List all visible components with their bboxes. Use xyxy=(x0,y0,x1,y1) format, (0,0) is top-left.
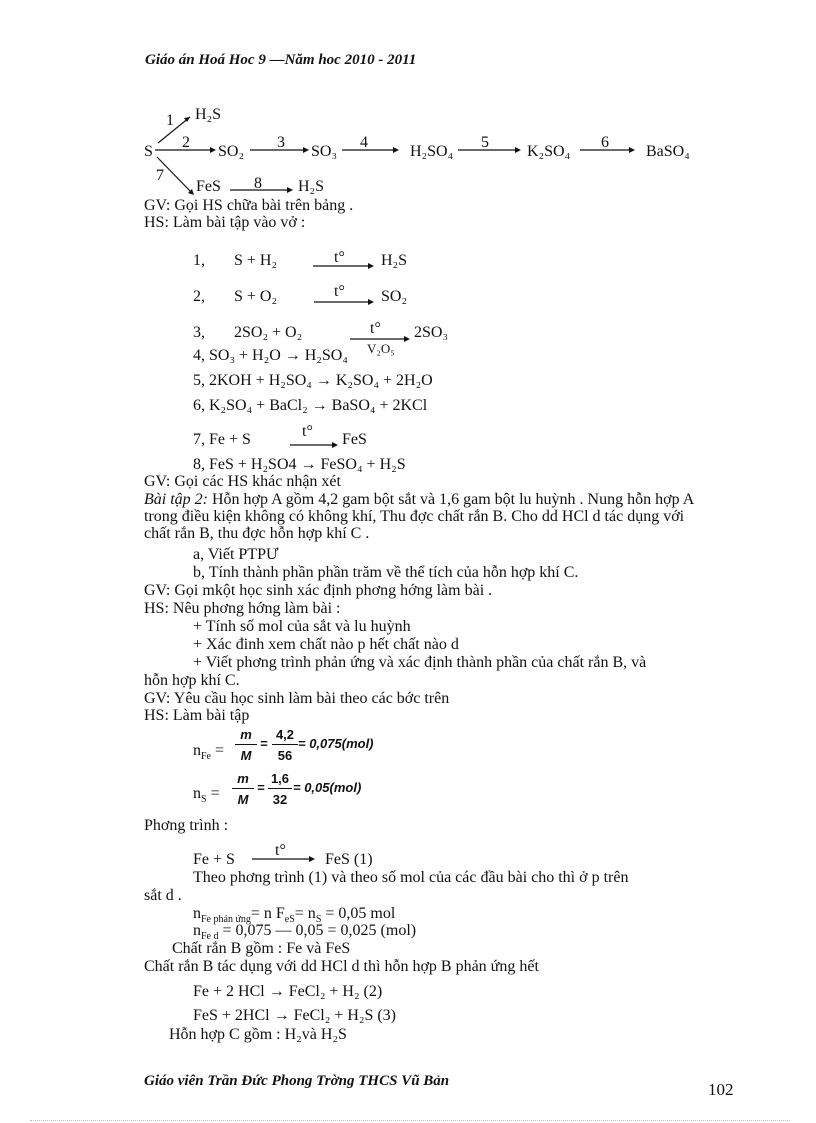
n-fe-reacted-rest2: = n xyxy=(294,905,316,922)
reaction-1-reactants: S + H₂ xyxy=(234,252,278,269)
reaction-1-product: H₂S xyxy=(381,252,408,269)
explanation-line-1: Theo phơng trình (1) và theo số mol của các đầu bài cho thì ở p trên xyxy=(193,869,629,886)
exercise-2-part-b: b, Tính thành phần phần trăm về thể tích của hỗn hợp khí C. xyxy=(193,564,579,581)
reaction-3-reactants: 2SO₂ + O₂ xyxy=(234,324,303,341)
exercise-2-text: Hỗn hợp A gồm 4,2 gam bột sắt và 1,6 gam bột lu huỳnh . Nung hỗn hợp A trong điều kiện không có không khí, Thu đợc chất rắn B. Cho dd HCl d tác dụng với chất rắn B, thu đợc hỗn hợp khí C . xyxy=(144,491,694,542)
n-fe-reacted-n: n xyxy=(193,905,201,922)
scheme-step-2: 2 xyxy=(182,134,190,151)
gv-instruction-1: GV: Gọi HS chữa bài trên bảng . xyxy=(144,197,354,214)
scheme-so2: SO₂ xyxy=(218,143,245,160)
reaction-7-condition: t° xyxy=(302,423,313,440)
scheme-h2so4: H₂SO₄ xyxy=(410,143,454,160)
scheme-baso4: BaSO₄ xyxy=(646,143,690,160)
gv-instruction-3: GV: Gọi mkột học sinh xác định phơng hớng làm bài . xyxy=(144,582,493,599)
reaction-1-condition: t° xyxy=(334,249,345,266)
n-fe-excess-sub: Fe d xyxy=(201,931,219,943)
scheme-top-product: H₂S xyxy=(195,106,222,123)
equation-label: Phơng trình : xyxy=(144,817,229,834)
scheme-step-7: 7 xyxy=(156,167,164,184)
calc-s-num2: 1,6 xyxy=(270,771,290,786)
reaction-2-number: 2, xyxy=(193,288,205,305)
n-fe-reacted-sub: Fe phản ứng xyxy=(201,914,251,926)
footer-divider xyxy=(30,1120,790,1121)
scheme-so3: SO₃ xyxy=(311,143,338,160)
scheme-k2so4: K₂SO₄ xyxy=(527,143,571,160)
calc-fe-eq2: = xyxy=(260,736,268,751)
calc-fe-n: n xyxy=(193,742,201,759)
calc-s-num1: m xyxy=(237,771,249,786)
solid-b-composition: Chất rắn B gồm : Fe và FeS xyxy=(172,940,351,957)
page-footer: Giáo viên Trần Đức Phong Trờng THCS Vũ Bản xyxy=(144,1073,450,1089)
equation-3: FeS + 2HCl → FeCl₂ + H₂S (3) xyxy=(193,1007,396,1024)
calc-fe-den2: 56 xyxy=(277,748,293,763)
exercise-2-label: Bài tập 2: xyxy=(144,491,208,508)
scheme-step-1: 1 xyxy=(166,112,174,129)
calc-fe-num1: m xyxy=(240,727,252,742)
reaction-3-catalyst: V₂O₅ xyxy=(367,341,395,356)
gas-c-composition: Hỗn hợp C gồm : H₂và H₂S xyxy=(169,1026,347,1043)
explanation-line-2: sắt d . xyxy=(144,887,182,904)
calc-fe-eq: = xyxy=(215,742,225,759)
reaction-5: 5, 2KOH + H₂SO₄ → K₂SO₄ + 2H₂O xyxy=(193,372,433,389)
scheme-step-8: 8 xyxy=(254,175,262,192)
gv-instruction-2: GV: Gọi các HS khác nhận xét xyxy=(144,473,341,490)
calc-fe-den1: M xyxy=(240,748,252,763)
reaction-6: 6, K₂SO₄ + BaCl₂ → BaSO₄ + 2KCl xyxy=(193,397,428,414)
n-fe-reacted-rest: = n F xyxy=(250,905,285,922)
plan-step-3: + Viết phơng trình phản ứng và xác định thành phần của chất rắn B, và xyxy=(193,654,647,671)
equation-1-product: FeS (1) xyxy=(325,851,373,868)
plan-step-2: + Xác đinh xem chất nào p hết chất nào d xyxy=(193,636,459,653)
scheme-step-4: 4 xyxy=(360,134,368,151)
n-fe-reacted-sub2: eS xyxy=(284,914,295,926)
reaction-8: 8, FeS + H₂SO4 → FeSO₄ + H₂S xyxy=(193,456,406,473)
reaction-3-number: 3, xyxy=(193,324,205,341)
scheme-step-3: 3 xyxy=(277,134,285,151)
page-number: 102 xyxy=(708,1080,734,1099)
calc-s-den2: 32 xyxy=(272,792,288,807)
reaction-1-number: 1, xyxy=(193,252,205,269)
scheme-step-5: 5 xyxy=(481,134,489,151)
scheme-h2s-bottom: H₂S xyxy=(298,178,325,195)
scheme-fes: FeS xyxy=(196,178,221,195)
calc-s-eq: = xyxy=(210,785,220,802)
reaction-2-product: SO₂ xyxy=(381,288,408,305)
page-header: Giáo án Hoá Hoc 9 —Năm hoc 2010 - 2011 xyxy=(145,52,417,68)
gv-instruction-4: GV: Yêu cầu học sinh làm bài theo các bớc trên xyxy=(144,690,450,707)
calc-s-n: n xyxy=(193,785,201,802)
equation-1-reactants: Fe + S xyxy=(193,851,235,868)
n-fe-excess-n: n xyxy=(193,922,201,939)
plan-step-3-cont: hỗn hợp khí C. xyxy=(144,672,240,689)
n-fe-reacted-sub3: S xyxy=(315,914,322,926)
equation-1-condition: t° xyxy=(275,842,286,859)
scheme-sulfur: S xyxy=(144,143,153,160)
hs-instruction-3: HS: Làm bài tập xyxy=(144,707,250,724)
reaction-4: 4, SO₃ + H₂O → H₂SO₄ xyxy=(193,347,348,364)
scheme-step-6: 6 xyxy=(601,134,609,151)
calc-s-result: = 0,05(mol) xyxy=(293,780,362,795)
hs-instruction-1: HS: Làm bài tập vào vở : xyxy=(144,214,306,231)
calc-s-den1: M xyxy=(237,792,249,807)
hs-instruction-2: HS: Nêu phơng hớng làm bài : xyxy=(144,600,341,617)
calc-s-sub: S xyxy=(201,794,207,806)
reaction-2-condition: t° xyxy=(334,283,345,300)
reaction-7-reactants: 7, Fe + S xyxy=(193,431,251,448)
solid-b-reaction: Chất rắn B tác dụng với dd HCl d thì hỗn hợp B phản ứng hết xyxy=(144,958,539,975)
reaction-2-reactants: S + O₂ xyxy=(234,288,278,305)
calc-fe-sub: Fe xyxy=(201,751,211,763)
reaction-3-condition: t° xyxy=(370,320,381,337)
exercise-2-part-a: a, Viết PTPƯ xyxy=(193,546,279,563)
n-fe-excess-rest: = 0,075 — 0,05 = 0,025 (mol) xyxy=(222,922,417,939)
reaction-3-product: 2SO₃ xyxy=(414,324,449,341)
calc-fe-num2: 4,2 xyxy=(275,727,295,742)
calc-fe-result: = 0,075(mol) xyxy=(298,736,374,751)
equation-2: Fe + 2 HCl → FeCl₂ + H₂ (2) xyxy=(193,983,383,1000)
n-fe-reacted-rest3: = 0,05 mol xyxy=(325,905,396,922)
reaction-7-product: FeS xyxy=(342,431,367,448)
calc-s-eq2: = xyxy=(257,780,265,795)
plan-step-1: + Tính số mol của sắt và lu huỳnh xyxy=(193,618,411,635)
